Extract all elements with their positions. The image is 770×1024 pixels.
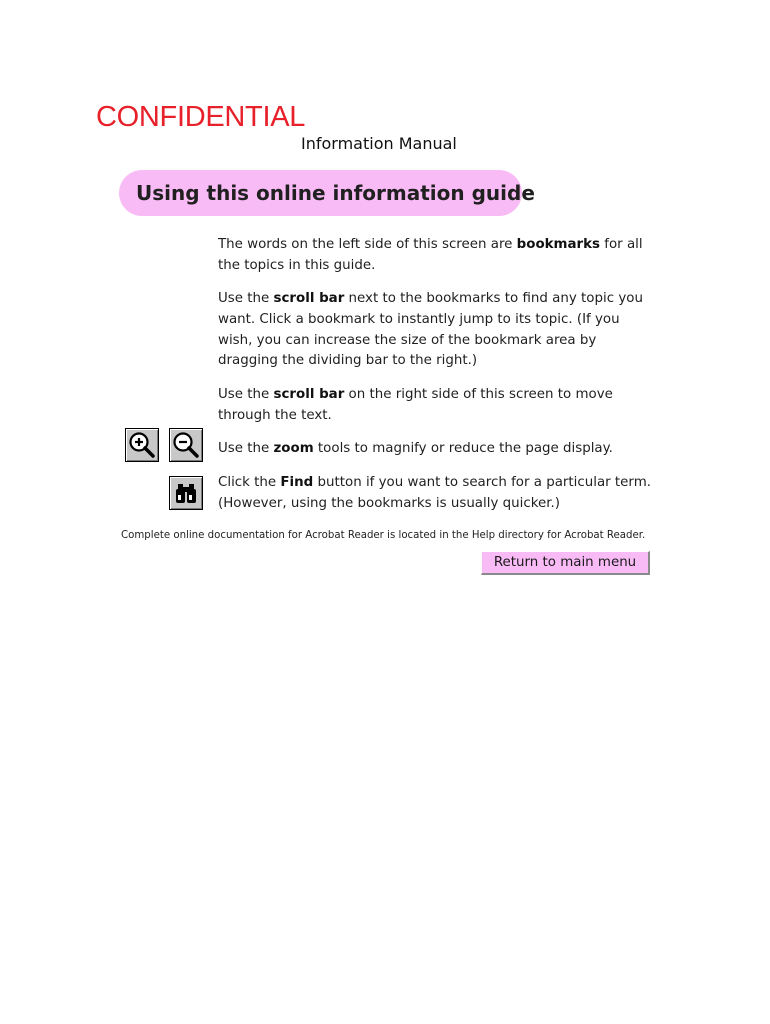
text-scrollbar-paragraph: Use the scroll bar on the right side of this screen to move through the text. (218, 387, 613, 423)
bookmark-scrollbar-paragraph: Use the scroll bar next to the bookmarks to find any topic you want. Click a bookmark to instantly jump to its topic. (If you wish, you can increase the size of the bookmark area by dragging the dividing bar to the right.) (218, 291, 643, 369)
zoom-in-icon[interactable] (125, 428, 159, 462)
binoculars-icon[interactable] (169, 476, 203, 510)
find-term: Find (280, 475, 314, 490)
bookmarks-term: bookmarks (516, 237, 601, 252)
zoom-term: zoom (273, 441, 314, 456)
scroll-bar-term: scroll bar (273, 291, 345, 306)
guide-title-banner (119, 170, 535, 216)
documentation-footnote: Complete online documentation for Acrobat Reader is located in the Help directory for Acrobat Reader. (121, 530, 646, 541)
scroll-bar-term: scroll bar (273, 387, 345, 402)
manual-subtitle: Information Manual (301, 134, 457, 153)
return-to-main-menu-button[interactable]: Return to main menu (481, 551, 650, 575)
bookmarks-paragraph: The words on the left side of this screen are bookmarks for all the topics in this guide. (218, 237, 643, 273)
confidential-label: CONFIDENTIAL (96, 101, 306, 133)
find-paragraph: Click the Find button if you want to search for a particular term. (However, using the bookmarks is usually quicker.) (218, 475, 651, 511)
guide-title: Using this online information guide (136, 181, 535, 205)
zoom-paragraph: Use the zoom tools to magnify or reduce the page display. (218, 441, 613, 456)
zoom-out-icon[interactable] (169, 428, 203, 462)
